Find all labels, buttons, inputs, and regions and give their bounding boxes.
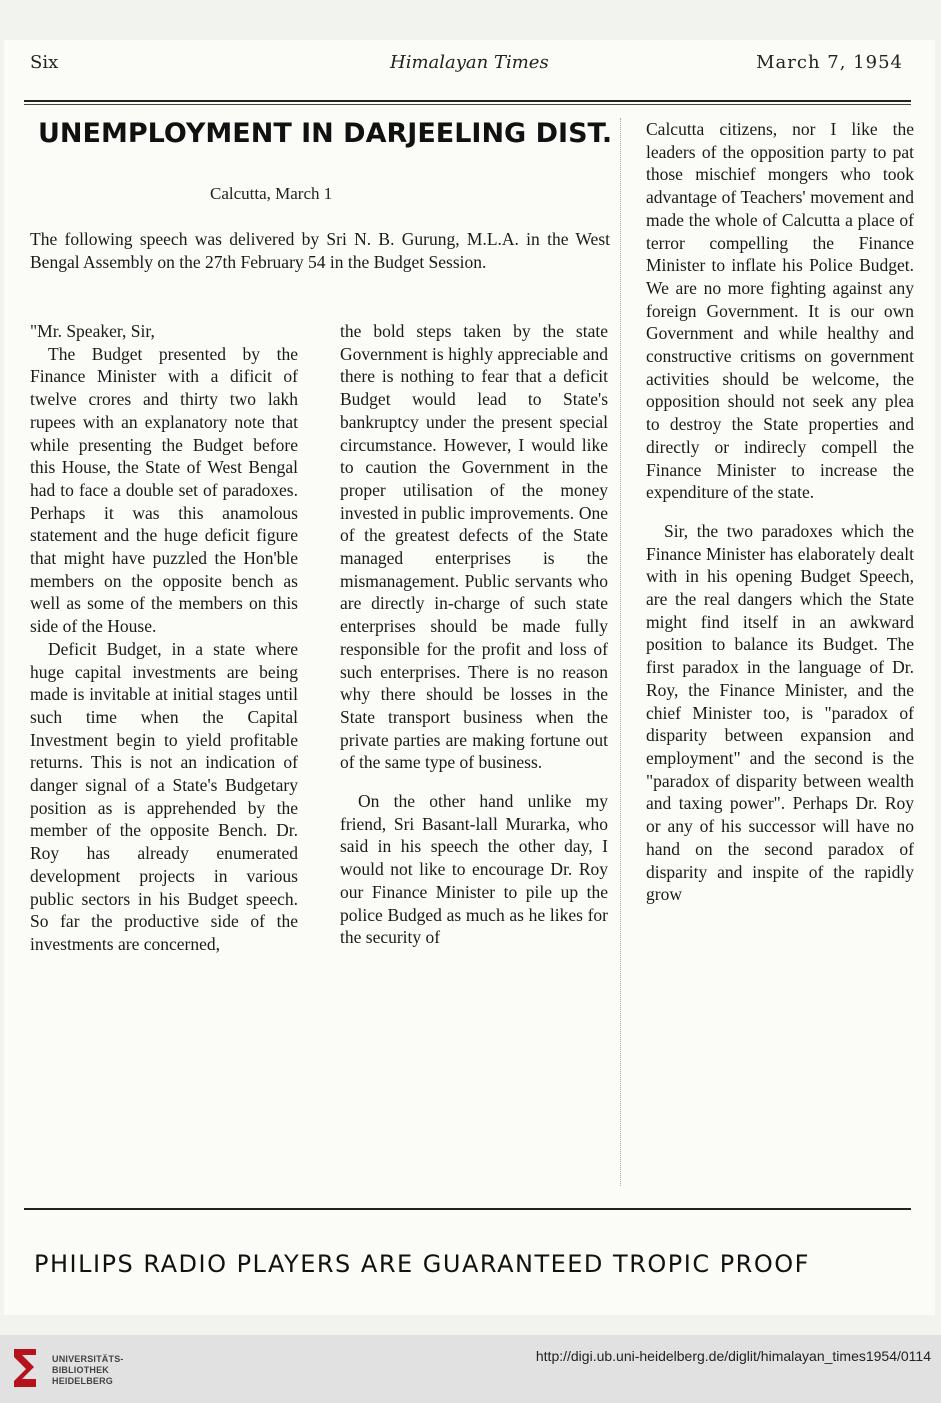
article-column-1	[30, 320, 298, 956]
article-column-2	[340, 320, 608, 949]
paragraph: "Mr. Speaker, Sir,	[30, 321, 155, 341]
issue-date: March 7, 1954	[756, 52, 903, 73]
paragraph: Deficit Budget, in a state where huge capital investments are being made is invitable at initial stages until such time when the Capital Investment begin to yield profitable returns. This is not an indication of danger signal of a State's Budgetary position as is apprehended by the member of the opposite Bench. Dr. Roy has already enumerated development projects in various public sectors in his Budget speech. So far the productive side of the investments are concerned,	[30, 638, 298, 954]
philips-advertisement: PHILIPS RADIO PLAYERS ARE GUARANTEED TROPIC PROOF	[34, 1250, 810, 1278]
article-column-3	[646, 118, 914, 906]
header-rule	[24, 100, 911, 102]
source-url-link[interactable]: http://digi.ub.uni-heidelberg.de/diglit/himalayan_times1954/0114	[535, 1348, 931, 1364]
footer-rule	[24, 1208, 911, 1210]
library-logo-icon	[10, 1345, 40, 1391]
page-number: Six	[30, 52, 59, 73]
library-name-line: BIBLIOTHEK	[52, 1365, 109, 1375]
paragraph: the bold steps taken by the state Government is highly appreciable and there is nothing to fear that a deficit Budget would lead to State's bankruptcy under the present special circumstance. However, I would like to caution the Government in the proper utilisation of the money invested in public improvements. One of the greatest defects of the State managed enterprises is the mismanagement. Public servants who are directly in-charge of such state enterprises should be made fully responsible for the profit and loss of such enterprises. There is no reason why there should be losses in the State transport business when the private parties are making fortune out of the same type of business.	[340, 321, 608, 773]
library-name	[52, 1354, 124, 1387]
article-dateline: Calcutta, March 1	[210, 184, 333, 203]
header-rule-thin	[24, 104, 911, 105]
viewer-footer-bar	[0, 1335, 941, 1403]
paragraph: The Budget presented by the Finance Minister with a dificit of twelve crores and thirty two lakh rupees with an explanatory note that while presenting the Budget before this House, the State of West Bengal had to face a double set of paradoxes. Perhaps it was this anamolous statement and the huge deficit figure that might have puzzled the Hon'ble members on the opposite bench as well as some of the members on this side of the House.	[30, 343, 298, 637]
article-headline: UNEMPLOYMENT IN DARJEELING DIST.	[38, 118, 613, 149]
paragraph: Calcutta citizens, nor I like the leaders of the opposition party to pat those mischief mongers who took advantage of Teachers' movement and made the whole of Calcutta a place of terror compelling the Finance Minister to inflate his Police Budget. We are no more fighting against any foreign Government. It is our own Government and while healthy and constructive critisms on government activities should be welcome, the opposition should not seek any plea to destroy the State properties and directly or indirecly compell the Finance Minister to increase the expenditure of the state.	[646, 119, 914, 503]
newspaper-title: Himalayan Times	[390, 52, 549, 73]
library-name-line: HEIDELBERG	[52, 1376, 114, 1386]
column-divider	[620, 118, 621, 1186]
masthead	[30, 52, 911, 80]
article-intro: The following speech was delivered by Sri N. B. Gurung, M.L.A. in the West Bengal Assembly on the 27th February 54 in the Budget Session.	[30, 229, 610, 272]
library-name-line: UNIVERSITÄTS-	[52, 1354, 124, 1364]
paragraph: Sir, the two paradoxes which the Finance Minister has elaborately dealt with in his opening Budget Speech, are the real dangers which the State might find itself in an awkward position to balance its Budget. The first paradox in the language of Dr. Roy, the Finance Minister, and the chief Minister too, is "paradox of disparity between expansion and employment" and the second is the "paradox of disparity between wealth and taxing power". Perhaps Dr. Roy or any of his successor will have no hand on the second paradox of disparity and inspite of the rapidly grow	[646, 520, 914, 905]
paragraph: On the other hand unlike my friend, Sri Basant-lall Murarka, who said in his speech the other day, I would not like to encourage Dr. Roy our Finance Minister to pile up the police Budged as much as he likes for the security of	[340, 791, 608, 948]
